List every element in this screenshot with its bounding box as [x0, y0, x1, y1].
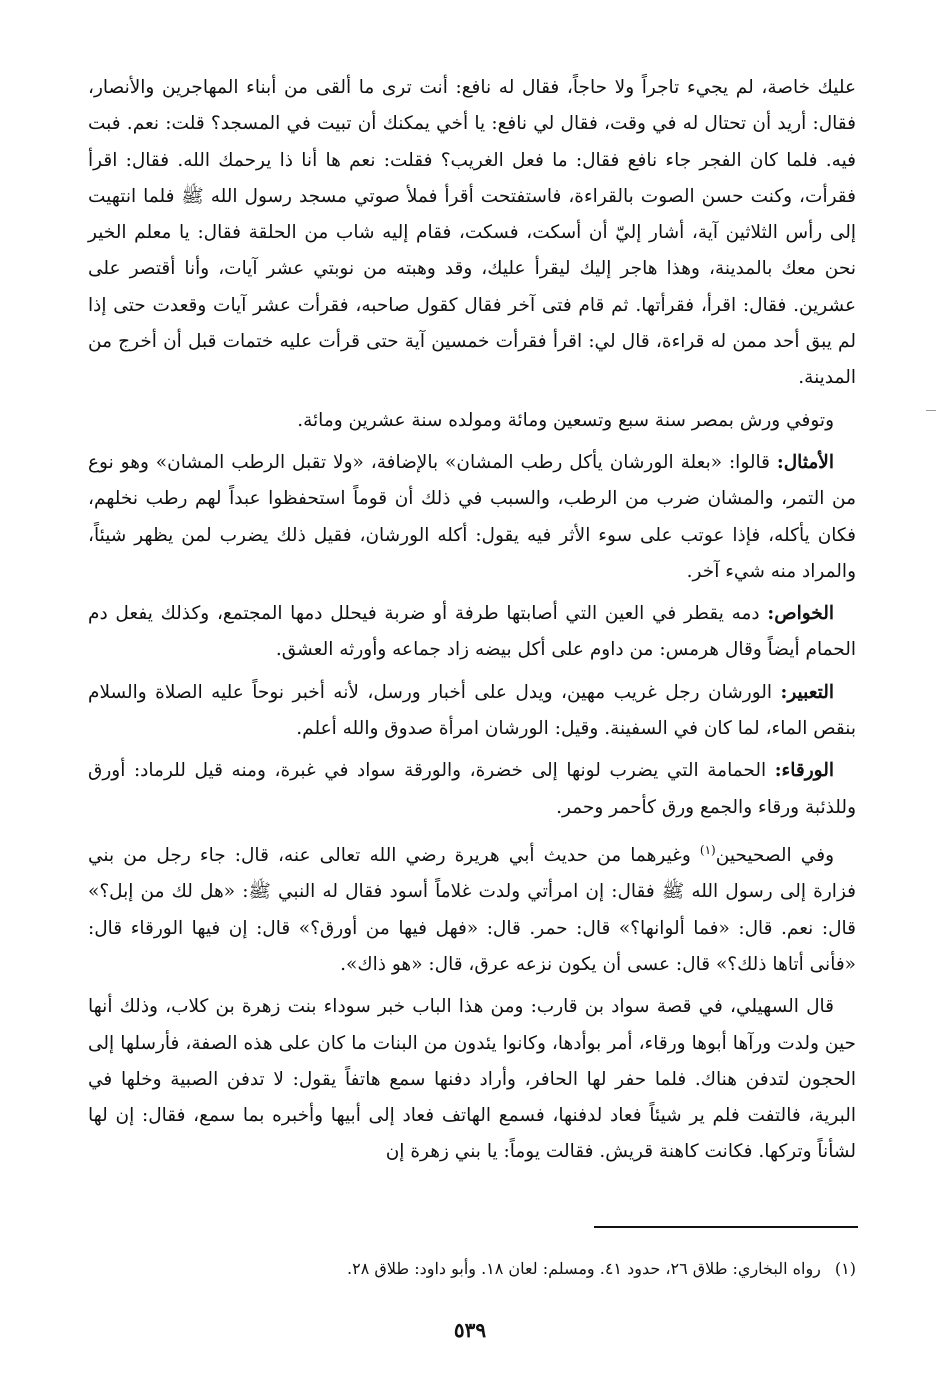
paragraph-hadith-start: وفي الصحيحين: [715, 845, 834, 867]
paragraph-properties-text: دمه يقطر في العين التي أصابتها طرفة أو ضربة فيحلل دمها المجتمع، وكذلك يفعل دم الحمام أيضاً وقال هرمس: من داوم على أكل بيضه زاد جماعه وأورثه العشق.: [88, 603, 856, 661]
paragraph-proverbs: [88, 445, 856, 590]
paragraph-suhaili: قال السهيلي، في قصة سواد بن قارب: ومن هذا الباب خبر سوداء بنت زهرة بن كلاب، وذلك أنها حين ولدت ورآها أبوها ورقاء، أمر بوأدها، وكانوا يئدون من البنات ما كان على هذه الصفة، فأرسلها إلى الحجون لتدفن هناك. فلما حفر لها الحافر، وأراد دفنها سمع هاتفاً يقول: لا تدفن الصبية وخلها في البرية، فالتفت فلم ير شيئاً فعاد لدفنها، فسمع الهاتف فعاد إلى أبيها وأخبره بما سمع، فقال: إن لها لشأناً وتركها. فكانت كاهنة قريش. فقالت يوماً: يا بني زهرة إن: [88, 996, 856, 1163]
section-term-warqa: الورقاء:: [774, 760, 834, 782]
paragraph-1: عليك خاصة، لم يجيء تاجراً ولا حاجاً، فقال له نافع: أنت ترى ما ألقى من أبناء المهاجرين والأنصار، فقال: أريد أن تحتال له في وقت، فقال لي نافع: يا أخي يمكنك أن تبيت في المسجد؟ قلت: نعم. فبت فيه. فلما كان الفجر جاء نافع فقال: ما فعل الغريب؟ فقلت: نعم ها أنا ذا يرحمك الله. فقال: اقرأ فقرأت، وكنت حسن الصوت بالقراءة، فاستفتحت أقرأ فملأ صوتي مسجد رسول الله ﷺ فلما انتهيت إلى رأس الثلاثين آية، أشار إليّ أن أسكت، فسكت، فقام إليه شاب من الحلقة فقال: يا معلم الخير نحن معك بالمدينة، وهذا هاجر إليك ليقرأ عليك، وقد وهبته من نوبتي عشر آيات، وأنا أقتصر على عشرين. فقال: اقرأ، فقرأتها. ثم قام فتى آخر فقال كقول صاحبه، فقرأت عشر آيات وقعدت حتى إذا لم يبق أحد ممن له قراءة، قال لي: اقرأ فقرأت خمسين آية حتى قرأت عليه ختمات قبل أن أخرج من المدينة.: [88, 77, 856, 389]
paragraph-dream-interpretation-text: الورشان رجل غريب مهين، ويدل على أخبار ورسل، لأنه أخبر نوحاً عليه الصلاة والسلام بنقص الماء، لما كان في السفينة. وقيل: الورشان امرأة صدوق والله أعلم.: [88, 681, 856, 740]
paragraph-dream-interpretation: [88, 675, 856, 748]
footnote-reference: (١): [699, 842, 716, 857]
paragraph-properties: [88, 596, 856, 669]
footnote-marker: (١): [834, 1259, 856, 1278]
margin-mark: [926, 410, 936, 412]
paragraph-proverbs-text: قالوا: «بعلة الورشان يأكل رطب المشان» بالإضافة، «ولا تقبل الرطب المشان» وهو نوع من التمر، والمشان ضرب من الرطب، والسبب في ذلك أن قوماً استحفظوا عبداً لهم رطب نخلهم، فكان يأكله، فإذا عوتب على سوء الأثر فيه يقول: أكله الورشان، فقيل ذلك يضرب لمن يظهر شيئاً، والمراد منه شيء آخر.: [88, 451, 856, 582]
section-term-properties: الخواص:: [767, 603, 834, 625]
footnote: [88, 1256, 856, 1282]
footnote-divider: [594, 1226, 858, 1228]
paragraph-warqa: [88, 753, 856, 826]
footnote-text: رواه البخاري: طلاق ٢٦، حدود ٤١. ومسلم: لعان ١٨. وأبو داود: طلاق ٢٨.: [347, 1259, 821, 1278]
section-term-dream-interpretation: التعبير:: [780, 681, 834, 703]
paragraph-2: وتوفي ورش بمصر سنة سبع وتسعين ومائة ومولده سنة عشرين ومائة.: [297, 409, 834, 431]
paragraph-hadith-text: وغيرهما من حديث أبي هريرة رضي الله تعالى عنه، قال: جاء رجل من بني فزارة إلى رسول الله ﷺ فقال: إن امرأتي ولدت غلاماً أسود فقال له النبي ﷺ: «هل لك من إبل؟» قال: نعم. قال: «فما ألوانها؟» قال: حمر. قال: «فهل فيها من أورق؟» قال: إن فيها الورقاء قال: «فأنى أتاها ذلك؟» قال: عسى أن يكون نزعه عرق، قال: «هو ذاك».: [88, 845, 856, 975]
paragraph-warqa-text: الحمامة التي يضرب لونها إلى خضرة، والورقة سواد في غبرة، ومنه قيل للرماد: أورق وللذئبة ورقاء والجمع ورق كأحمر وحمر.: [88, 760, 856, 818]
section-term-proverbs: الأمثال:: [776, 451, 834, 473]
main-text: [88, 70, 856, 1177]
paragraph-hadith: [88, 832, 856, 983]
page-number: ٥٣٩: [453, 1318, 487, 1342]
